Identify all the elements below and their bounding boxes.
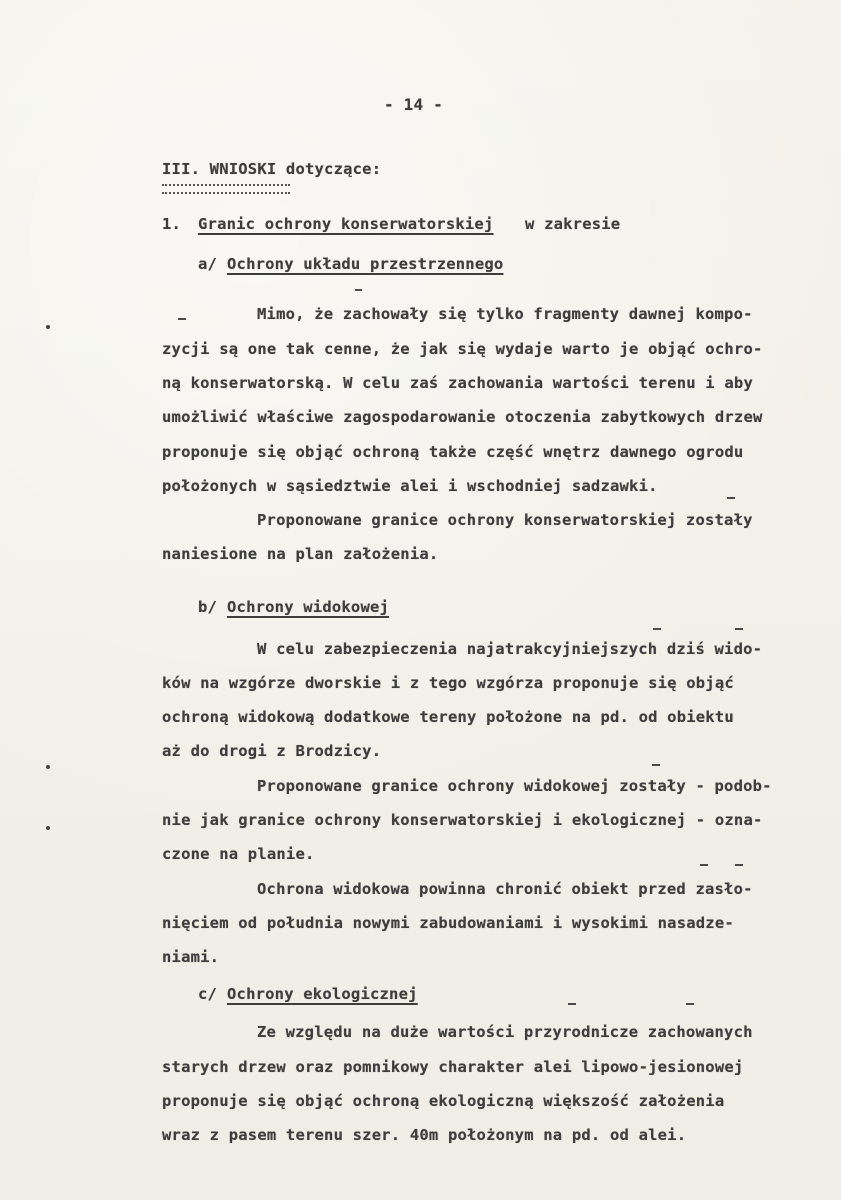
section-heading: III. WNIOSKI dotyczące: [162, 160, 382, 178]
stray-dash [652, 764, 660, 766]
sub-b-title: Ochrony widokowej [227, 598, 390, 616]
stray-dash [735, 864, 743, 866]
sub-b-line-3: ochroną widokową dodatkowe tereny położone na pd. od obiektu [162, 708, 734, 726]
item-1-number: 1. [162, 215, 182, 233]
stray-dash [355, 289, 362, 291]
margin-mark [46, 826, 50, 830]
sub-b-para2-line-3: czone na planie. [162, 845, 315, 863]
sub-b-para2-line-2: nie jak granice ochrony konserwatorskiej i ekologicznej - ozna- [162, 811, 763, 829]
sub-a-line-6: położonych w sąsiedztwie alei i wschodniej sadzawki. [162, 477, 658, 495]
sub-b-line-4: aż do drogi z Brodzicy. [162, 742, 382, 760]
sub-c-title: Ochrony ekologicznej [227, 985, 418, 1003]
section-heading-double-underline [162, 184, 290, 194]
sub-a-line-2: zycji są one tak cenne, że jak się wydaje warto je objąć ochro- [162, 340, 763, 358]
sub-a-line-5: proponuje się objąć ochroną także część wnętrz dawnego ogrodu [162, 443, 744, 461]
sub-b-para3-line-2: nięciem od południa nowymi zabudowaniami i wysokimi nasadze- [162, 914, 734, 932]
sub-b-para3-line-3: niami. [162, 948, 220, 966]
stray-dash [686, 1003, 694, 1005]
margin-mark [46, 325, 50, 329]
stray-dash [178, 318, 186, 320]
sub-b-line-1: W celu zabezpieczenia najatrakcyjniejszych dziś wido- [257, 640, 763, 658]
sub-a-line-1: Mimo, że zachowały się tylko fragmenty dawnej kompo- [257, 305, 753, 323]
page-number: - 14 - [384, 95, 443, 114]
sub-a-line-3: ną konserwatorską. W celu zaś zachowania wartości terenu i aby [162, 374, 753, 392]
stray-dash [568, 1003, 576, 1005]
sub-c-line-4: wraz z pasem terenu szer. 40m położonym na pd. od alei. [162, 1126, 687, 1144]
stray-dash [727, 497, 735, 499]
stray-dash [700, 864, 708, 866]
margin-mark [46, 765, 50, 769]
item-1-title: Granic ochrony konserwatorskiej [198, 215, 494, 233]
sub-b-para2-line-1: Proponowane granice ochrony widokowej zostały - podob- [257, 777, 772, 795]
sub-c-line-2: starych drzew oraz pomnikowy charakter alei lipowo-jesionowej [162, 1058, 744, 1076]
sub-a-para2-line-1: Proponowane granice ochrony konserwatorskiej zostały [257, 511, 753, 529]
sub-a-letter: a/ [198, 255, 218, 273]
sub-a-line-4: umożliwić właściwe zagospodarowanie otoczenia zabytkowych drzew [162, 408, 763, 426]
sub-b-para3-line-1: Ochrona widokowa powinna chronić obiekt przed zasło- [257, 880, 753, 898]
sub-a-title: Ochrony układu przestrzennego [227, 255, 504, 273]
sub-a-para2-line-2: naniesione na plan założenia. [162, 545, 439, 563]
sub-c-line-3: proponuje się objąć ochroną ekologiczną większość założenia [162, 1092, 725, 1110]
sub-c-letter: c/ [198, 985, 218, 1003]
sub-c-line-1: Ze względu na duże wartości przyrodnicze zachowanych [257, 1023, 753, 1041]
item-1-title-suffix: w zakresie [525, 215, 621, 233]
sub-b-letter: b/ [198, 598, 218, 616]
stray-dash [735, 628, 743, 630]
sub-b-line-2: ków na wzgórze dworskie i z tego wzgórza proponuje się objąć [162, 674, 734, 692]
stray-dash [653, 628, 661, 630]
